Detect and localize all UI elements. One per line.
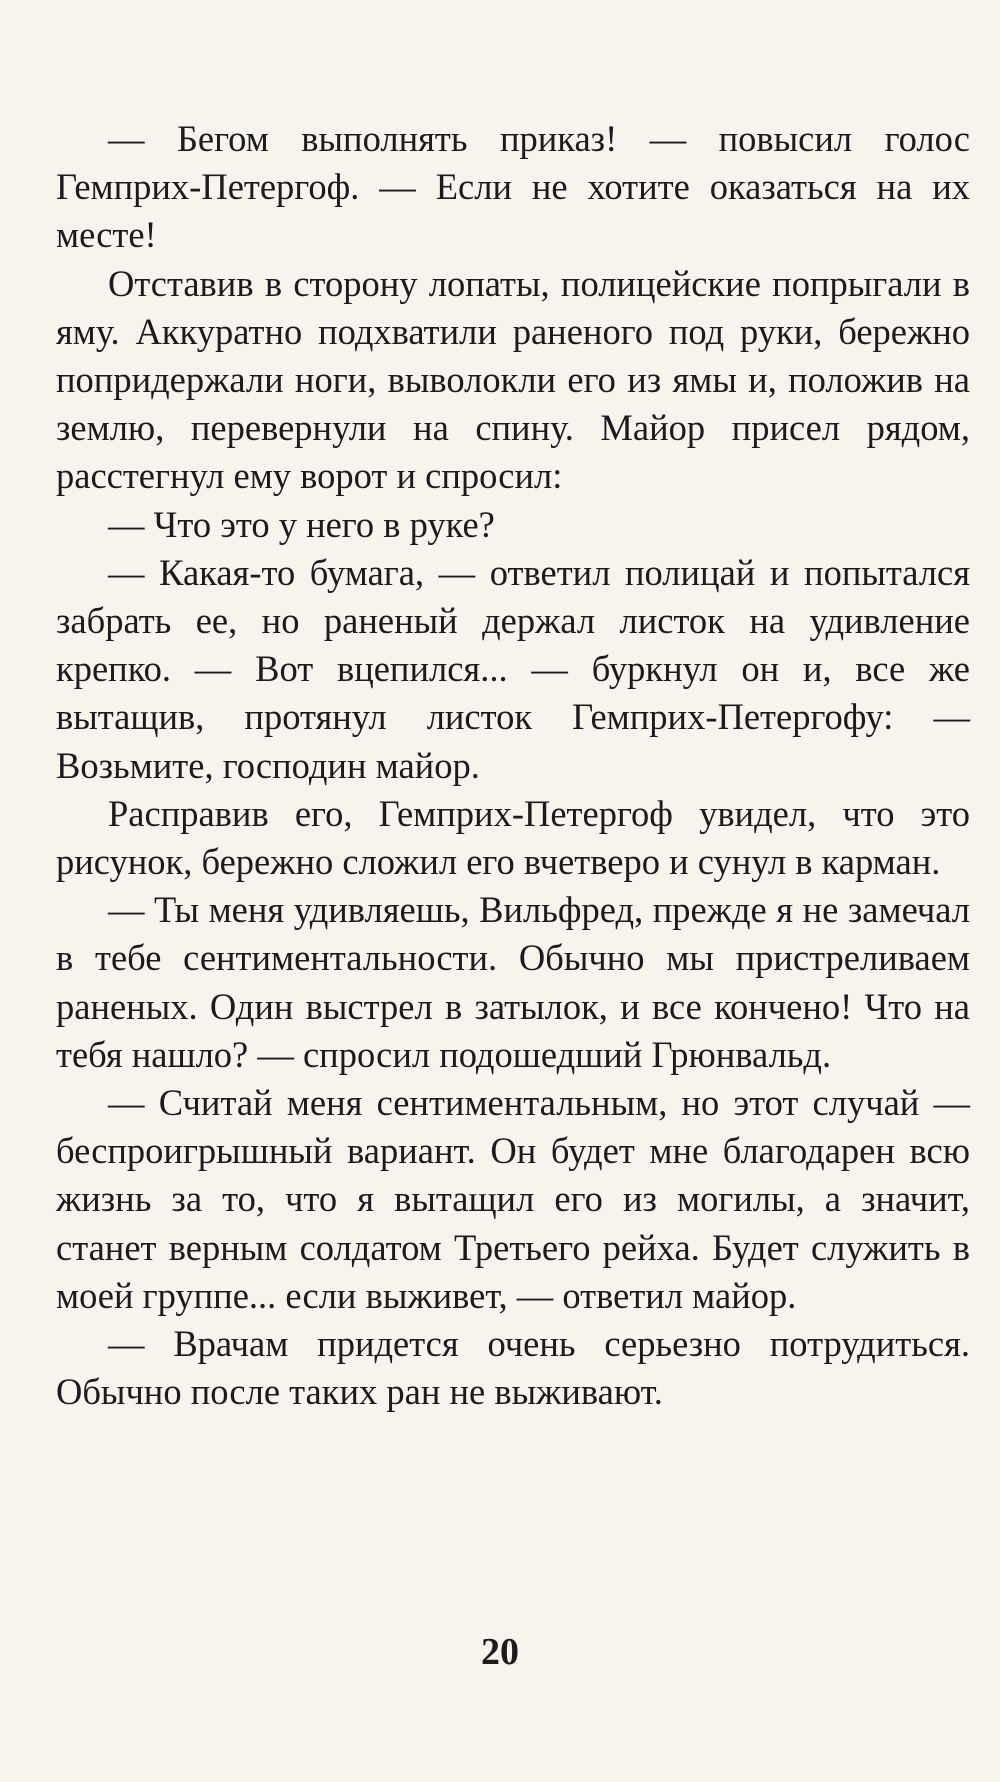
paragraph-8: — Врачам придется очень серьезно потрудиться. Обычно после таких ран не выживают.	[56, 1323, 970, 1413]
body-text	[56, 115, 970, 1416]
paragraph-5: Расправив его, Гемприх-Петергоф увидел, что это рисунок, бережно сложил его вчетверо и сунул в карман.	[56, 792, 970, 883]
paragraph-1: — Бегом выполнять приказ! — повысил голос Гемприх-Петергоф. — Если не хотите оказаться на их месте!	[56, 118, 970, 256]
paragraph-2: Отставив в сторону лопаты, полицейские попрыгали в яму. Аккуратно подхватили раненого под руки, бережно попридержали ноги, выволокли его из ямы и, положив на землю, перевернули на спину. Майор присел рядом, расстегнул ему ворот и спросил:	[56, 262, 970, 497]
paragraph-7: — Считай меня сентиментальным, но этот случай — беспроигрышный вариант. Он будет мне благодарен всю жизнь за то, что я вытащил его из могилы, а значит, станет верным солдатом Третьего рейха. Будет служить в моей группе... если выживет, — ответил майор.	[56, 1082, 970, 1316]
paragraph-3: — Что это у него в руке?	[108, 503, 495, 545]
paragraph-4: — Какая-то бумага, — ответил полицай и попытался забрать ее, но раненый держал листок на удивление крепко. — Вот вцепился... — буркнул он и, все же вытащив, протянул листок Гемприх-Петергофу: — Возьмите, господин майор.	[56, 551, 970, 786]
paragraph-6: — Ты меня удивляешь, Вильфред, прежде я не замечал в тебе сентиментальности. Обычно мы пристреливаем раненых. Один выстрел в затылок, и все кончено! Что на тебя нашло? — спросил подошедший Грюнвальд.	[56, 889, 970, 1075]
page-number: 20	[481, 1631, 519, 1673]
